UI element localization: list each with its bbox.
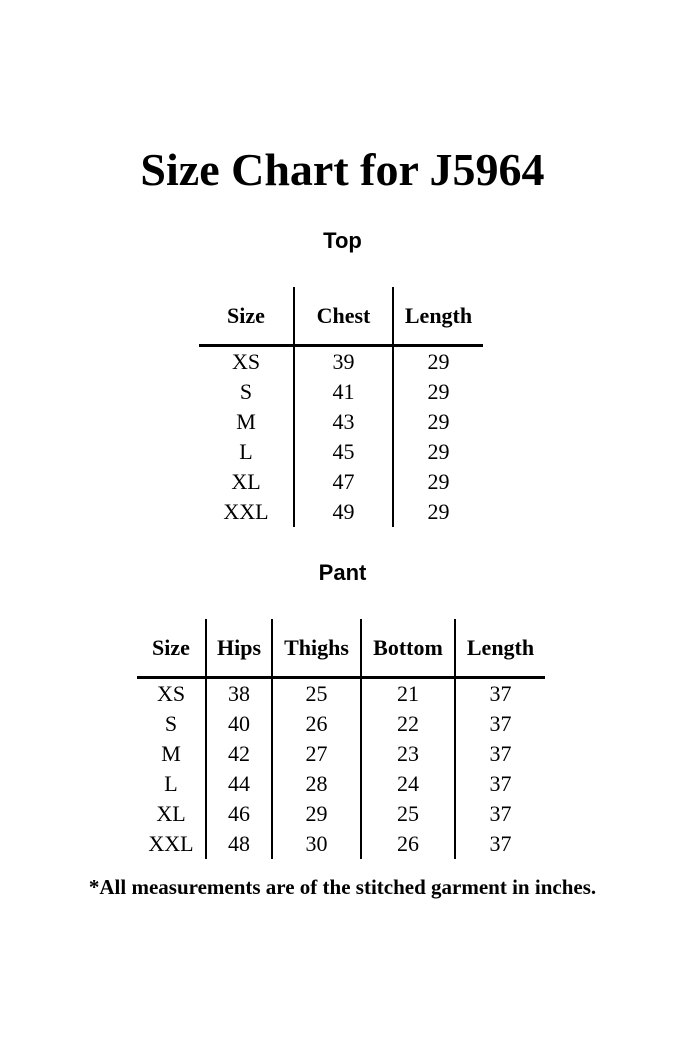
pant-cell-hips: 40 [206,709,272,739]
table-row [137,739,545,769]
pant-cell-length: 37 [455,709,545,739]
pant-cell-bottom: 23 [361,739,455,769]
pant-table-header-row [137,619,545,678]
top-table-header-row [199,287,483,346]
top-header-length: Length [393,287,483,346]
top-header-size: Size [199,287,294,346]
table-row [199,437,483,467]
top-cell-chest: 39 [294,346,393,378]
table-row [199,467,483,497]
table-row [137,799,545,829]
pant-cell-hips: 48 [206,829,272,859]
pant-cell-size: S [164,711,178,736]
table-row [199,497,483,527]
top-cell-chest: 43 [294,407,393,437]
pant-cell-size: XS [156,681,186,706]
pant-cell-thighs: 30 [272,829,361,859]
pant-cell-bottom: 22 [361,709,455,739]
table-row [199,346,483,378]
pant-cell-bottom: 26 [361,829,455,859]
pant-cell-length: 37 [455,769,545,799]
top-cell-chest: 41 [294,377,393,407]
pant-size-table [137,619,545,859]
table-row [137,709,545,739]
top-cell-length: 29 [393,467,483,497]
pant-cell-thighs: 25 [272,678,361,710]
top-cell-length: 29 [393,377,483,407]
pant-section-heading: Pant [318,560,367,585]
pant-cell-length: 37 [455,829,545,859]
pant-cell-length: 37 [455,799,545,829]
pant-header-length: Length [455,619,545,678]
top-cell-chest: 47 [294,467,393,497]
table-row [137,769,545,799]
table-row [199,377,483,407]
pant-cell-size: M [161,741,181,766]
pant-cell-size: XXL [148,831,194,856]
top-cell-length: 29 [393,346,483,378]
pant-header-size: Size [137,619,206,678]
table-row [137,829,545,859]
top-cell-size: M [236,409,256,434]
measurement-footnote: *All measurements are of the stitched garment in inches. [88,875,597,899]
pant-cell-hips: 42 [206,739,272,769]
top-cell-size: S [239,379,253,404]
page-title: Size Chart for J5964 [140,144,545,195]
top-cell-length: 29 [393,437,483,467]
top-cell-size: L [239,439,253,464]
pant-cell-thighs: 27 [272,739,361,769]
table-row [199,407,483,437]
top-cell-size: XL [231,469,261,494]
pant-header-bottom: Bottom [361,619,455,678]
top-cell-size: XS [231,349,261,374]
top-cell-length: 29 [393,497,483,527]
pant-cell-hips: 38 [206,678,272,710]
pant-cell-thighs: 28 [272,769,361,799]
pant-cell-thighs: 26 [272,709,361,739]
top-cell-chest: 49 [294,497,393,527]
pant-cell-hips: 44 [206,769,272,799]
top-section-heading: Top [323,228,362,253]
pant-cell-hips: 46 [206,799,272,829]
table-row [137,678,545,710]
pant-header-thighs: Thighs [272,619,361,678]
top-header-chest: Chest [294,287,393,346]
top-cell-size: XXL [223,499,269,524]
top-cell-chest: 45 [294,437,393,467]
pant-cell-thighs: 29 [272,799,361,829]
pant-cell-bottom: 25 [361,799,455,829]
pant-cell-length: 37 [455,678,545,710]
pant-cell-length: 37 [455,739,545,769]
top-cell-length: 29 [393,407,483,437]
top-size-table [199,287,483,527]
pant-cell-size: L [164,771,178,796]
pant-cell-bottom: 21 [361,678,455,710]
pant-cell-bottom: 24 [361,769,455,799]
pant-cell-size: XL [156,801,186,826]
pant-header-hips: Hips [206,619,272,678]
